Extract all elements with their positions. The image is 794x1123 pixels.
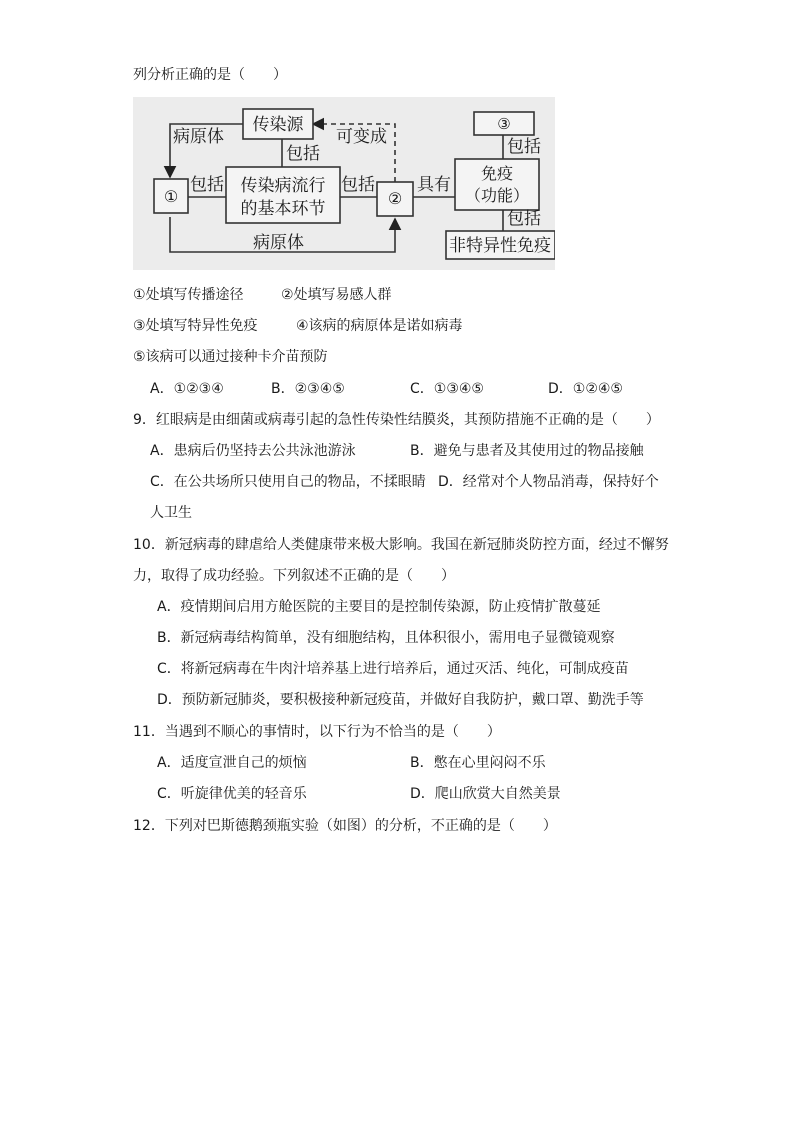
q11-option-b[interactable]: B．憋在心里闷闷不乐 (410, 755, 546, 771)
q8-statement-2: ②处填写易感人群 (281, 287, 392, 303)
q8-statement-5: ⑤该病可以通过接种卡介苗预防 (133, 349, 328, 365)
q9-option-b[interactable]: B．避免与患者及其使用过的物品接触 (410, 443, 644, 459)
q10-option-b[interactable]: B．新冠病毒结构简单，没有细胞结构，且体积很小，需用电子显微镜观察 (157, 630, 615, 646)
q8-statement-3: ③处填写特异性免疫 (133, 318, 258, 334)
q10-stem-line1: 10．新冠病毒的肆虐给人类健康带来极大影响。我国在新冠肺炎防控方面，经过不懈努 (133, 537, 669, 553)
node-immune-line1: 免疫 (480, 164, 514, 183)
node-1-text: ① (163, 187, 179, 206)
q10-option-a[interactable]: A．疫情期间启用方舱医院的主要目的是控制传染源，防止疫情扩散蔓延 (157, 599, 601, 615)
q11-option-c[interactable]: C．听旋律优美的轻音乐 (157, 786, 307, 802)
label-include-immune-bottom: 包括 (507, 209, 541, 229)
q8-statement-4: ④该病的病原体是诺如病毒 (296, 318, 463, 334)
q10-stem-line2: 力，取得了成功经验。下列叙述不正确的是（ ） (133, 568, 455, 584)
node-3-text: ③ (497, 115, 511, 133)
label-pathogen-bottom: 病原体 (253, 233, 304, 253)
q9-option-d-line2: 人卫生 (150, 505, 192, 521)
q9-stem: 9．红眼病是由细菌或病毒引起的急性传染性结膜炎，其预防措施不正确的是（ ） (133, 412, 660, 428)
q11-option-a[interactable]: A．适度宣泄自己的烦恼 (157, 755, 307, 771)
node-center-line2: 的基本环节 (240, 199, 326, 219)
q8-option-c[interactable]: C．①③④⑤ (410, 381, 484, 397)
label-include-immune-top: 包括 (507, 137, 541, 157)
q10-option-c[interactable]: C．将新冠病毒在牛肉汁培养基上进行培养后，通过灭活、纯化，可制成疫苗 (157, 661, 629, 677)
q11-option-d[interactable]: D．爬山欣赏大自然美景 (410, 786, 561, 802)
node-center-line1: 传染病流行 (240, 176, 326, 196)
q8-stem-tail: 列分析正确的是（ ） (133, 67, 287, 83)
q9-option-d-line1[interactable]: D．经常对个人物品消毒，保持好个 (438, 474, 659, 490)
q11-stem: 11．当遇到不顺心的事情时，以下行为不恰当的是（ ） (133, 724, 501, 740)
node-2-text: ② (387, 189, 403, 208)
node-source-text: 传染源 (252, 115, 304, 135)
q8-option-a[interactable]: A．①②③④ (150, 381, 224, 397)
label-include-left: 包括 (190, 175, 224, 195)
q8-statement-1: ①处填写传播途径 (133, 287, 244, 303)
q9-option-a[interactable]: A．患病后仍坚持去公共泳池游泳 (150, 443, 356, 459)
infectious-disease-concept-diagram (133, 97, 555, 270)
label-include-top: 包括 (286, 144, 320, 164)
q12-stem: 12．下列对巴斯德鹅颈瓶实验（如图）的分析，不正确的是（ ） (133, 818, 557, 834)
label-have: 具有 (417, 175, 451, 195)
label-pathogen-top: 病原体 (173, 127, 224, 147)
q9-option-c[interactable]: C．在公共场所只使用自己的物品，不揉眼睛 (150, 474, 426, 490)
label-include-right: 包括 (341, 175, 375, 195)
q8-option-b[interactable]: B．②③④⑤ (271, 381, 345, 397)
node-nonspecific-text: 非特异性免疫 (449, 236, 551, 256)
label-becomable: 可变成 (336, 127, 387, 147)
node-immune-line2: （功能） (464, 186, 530, 205)
q10-option-d[interactable]: D．预防新冠肺炎，要积极接种新冠疫苗，并做好自我防护，戴口罩、勤洗手等 (157, 692, 644, 708)
q8-option-d[interactable]: D．①②④⑤ (548, 381, 623, 397)
